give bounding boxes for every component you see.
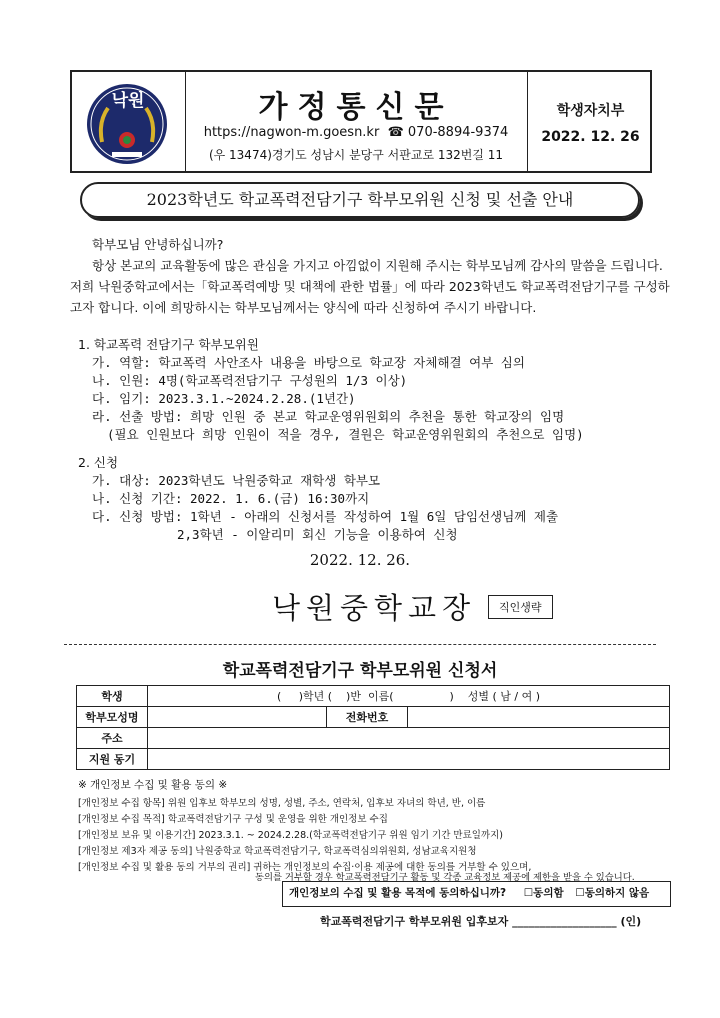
student-label: 학생 <box>77 686 148 707</box>
consent-line: [개인정보 수집 항목] 위원 입후보 학부모의 성명, 성별, 주소, 연락처, 입후보 자녀의 학년, 반, 이름 <box>78 798 486 809</box>
sign-date: 2022. 12. 26. <box>309 551 411 569</box>
logo-text: 낙원 <box>111 91 145 111</box>
letter-header <box>70 70 652 173</box>
consent-heading: ※ 개인정보 수집 및 활용 동의 ※ <box>78 779 228 791</box>
consent-question: 개인정보의 수집 및 활용 목적에 동의하십니까? <box>289 887 507 899</box>
section-2-title: 2. 신청 <box>78 455 119 470</box>
section-1-note: (필요 인원보다 희망 인원이 적을 경우, 결원은 학교운영위원회의 추천으로 임명) <box>107 427 584 442</box>
application-form-table <box>76 685 670 770</box>
page-title: 가정통신문 <box>258 90 454 125</box>
parent-name-field[interactable] <box>148 707 327 728</box>
header-divider <box>527 72 528 171</box>
principal-name: 낙원중학교장 <box>272 591 477 625</box>
school-contact <box>185 125 527 140</box>
address-field[interactable] <box>148 728 670 749</box>
student-info-field[interactable]: ( )학년 ( )반 이름( ) 성별 ( 남 / 여 ) <box>148 686 670 707</box>
header-date: 2022. 12. 26 <box>541 129 640 145</box>
section-1-item: 라. 선출 방법: 희망 인원 중 본교 학교운영위원회의 추천을 통한 학교장의 임명 <box>92 409 565 424</box>
seal-omitted-box: 직인생략 <box>488 595 553 619</box>
consent-line: [개인정보 수집 및 활용 동의 거부의 권리] 귀하는 개인정보의 수집·이용 제공에 대한 동의를 거부할 수 있으며, <box>78 862 532 873</box>
section-1-item: 다. 임기: 2023.3.1.~2024.2.28.(1년간) <box>92 391 356 406</box>
address-label: 주소 <box>77 728 148 749</box>
parent-name-label: 학부모성명 <box>77 707 148 728</box>
table-row <box>77 728 670 749</box>
disagree-label: 동의하지 않음 <box>584 887 650 899</box>
phone-field[interactable] <box>408 707 670 728</box>
school-phone: ☎ 070-8894-9374 <box>387 125 509 140</box>
section-1-item: 나. 인원: 4명(학교폭력전담기구 구성원의 1/3 이상) <box>92 373 408 388</box>
school-url[interactable]: https://nagwon-m.goesn.kr <box>203 125 380 140</box>
consent-line: 동의를 거부할 경우 학교폭력전담기구 활동 및 각종 교육정보 제공에 제한을 받을 수 있습니다. <box>255 872 635 883</box>
table-row <box>77 749 670 770</box>
agree-checkbox[interactable]: ☐동의함 <box>523 887 564 899</box>
section-2-item: 다. 신청 방법: 1학년 - 아래의 신청서를 작성하여 1월 6일 담임선생님께 제출 <box>92 509 559 524</box>
department: 학생자치부 <box>556 103 625 119</box>
section-2-item: 나. 신청 기간: 2022. 1. 6.(금) 16:30까지 <box>92 491 370 506</box>
candidate-signature-line[interactable]: 학교폭력전담기구 학부모위원 입후보자 ___________________ (인) <box>320 915 642 928</box>
form-title: 학교폭력전담기구 학부모위원 신청서 <box>222 661 498 681</box>
agree-label: 동의함 <box>533 887 564 899</box>
motive-field[interactable] <box>148 749 670 770</box>
phone-label: 전화번호 <box>327 707 408 728</box>
intro-line: 항상 본교의 교육활동에 많은 관심을 가지고 아낌없이 지원해 주시는 학부모님께 감사의 말씀을 드립니다. <box>92 258 663 273</box>
greeting: 학부모님 안녕하십니까? <box>92 237 224 252</box>
cut-line <box>64 644 656 645</box>
disagree-checkbox[interactable]: ☐동의하지 않음 <box>575 887 650 899</box>
section-1-item: 가. 역할: 학교폭력 사안조사 내용을 바탕으로 학교장 자체해결 여부 심의 <box>92 355 525 370</box>
consent-line: [개인정보 수집 목적] 학교폭력전담기구 구성 및 운영을 위한 개인정보 수집 <box>78 814 388 825</box>
table-row <box>77 707 670 728</box>
table-row <box>77 686 670 707</box>
school-address: (우 13474)경기도 성남시 분당구 서판교로 132번길 11 <box>208 148 504 162</box>
consent-line: [개인정보 제3자 제공 동의] 낙원중학교 학교폭력전담기구, 학교폭력심의위원회, 성남교육지원청 <box>78 846 477 857</box>
consent-line: [개인정보 보유 및 이용기간] 2023.3.1. ~ 2024.2.28.(학교폭력전담기구 위원 임기 기간 만료일까지) <box>78 830 503 841</box>
notice-title-banner: 2023학년도 학교폭력전담기구 학부모위원 신청 및 선출 안내 <box>80 182 640 218</box>
section-2-item: 가. 대상: 2023학년도 낙원중학교 재학생 학부모 <box>92 473 381 488</box>
intro-line: 저희 낙원중학교에서는「학교폭력예방 및 대책에 관한 법률」에 따라 2023학년도 학교폭력전담기구를 구성하 <box>70 279 670 294</box>
section-1-title: 1. 학교폭력 전담기구 학부모위원 <box>78 337 259 352</box>
section-2-item: 2,3학년 - 이알리미 회신 기능을 이용하여 신청 <box>177 527 458 542</box>
intro-line: 고자 합니다. 이에 희망하시는 학부모님께서는 양식에 따라 신청하여 주시기 바랍니다. <box>70 300 537 315</box>
consent-agree-box <box>282 881 671 907</box>
motive-label: 지원 동기 <box>77 749 148 770</box>
